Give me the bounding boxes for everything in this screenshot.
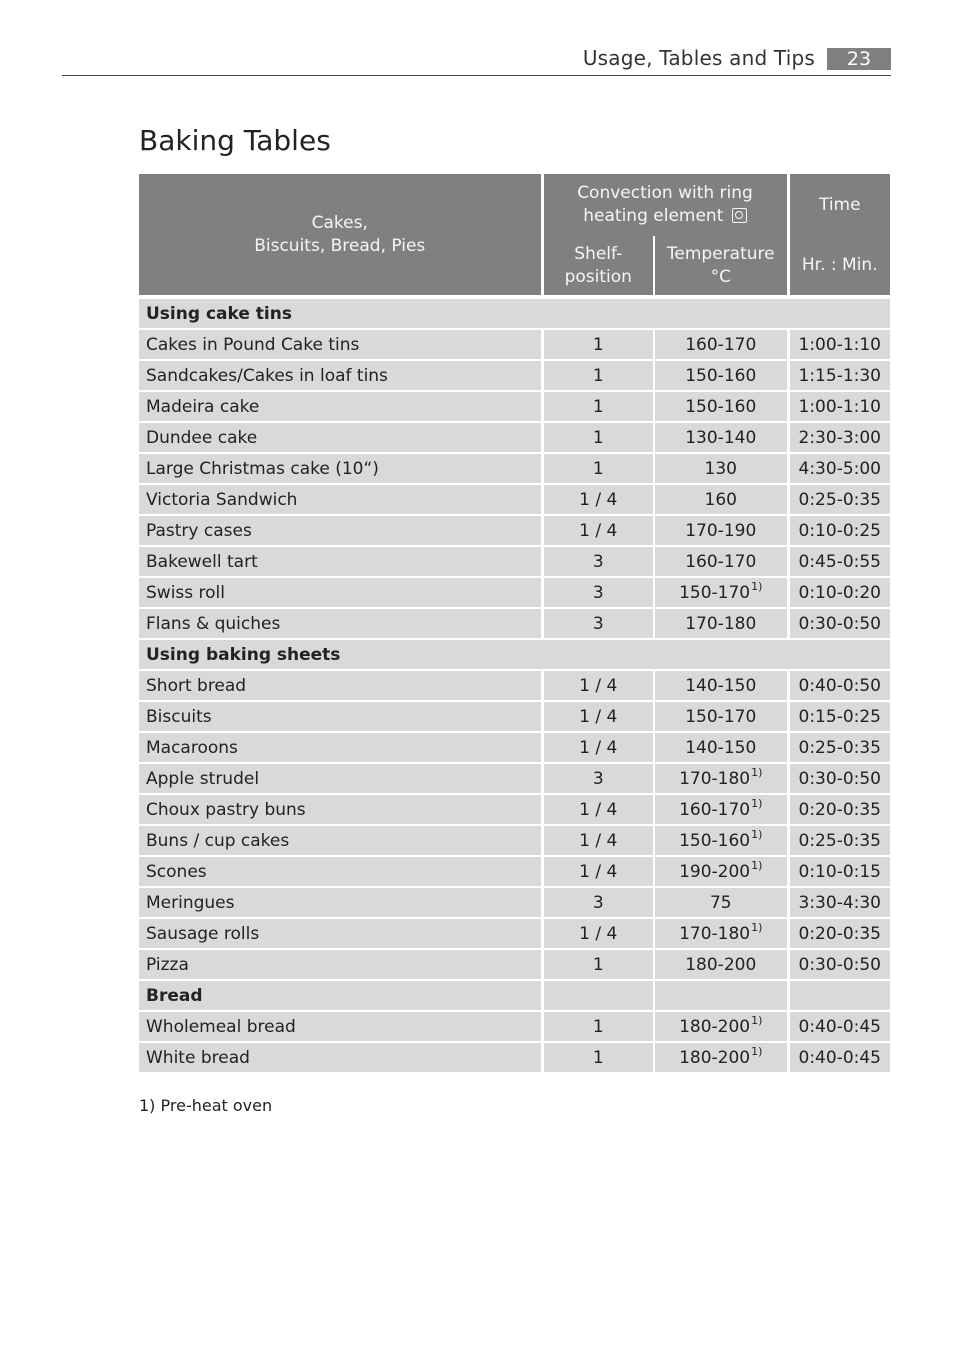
temperature-cell [654,763,788,794]
table-row [139,918,890,949]
header-shelf-line1: Shelf- [574,243,623,264]
temperature-value: 150-160 [679,830,751,851]
temperature-value: 130-140 [685,427,757,448]
temperature-value: 160-170 [679,799,751,820]
time-value: 0:25-0:35 [788,732,890,763]
temperature-value: 170-180 [685,613,757,634]
footnote-marker: 1) [751,1044,763,1058]
temperature-cell [654,918,788,949]
table-row [139,825,890,856]
temperature-cell [654,608,788,639]
footnote-marker: 1) [751,920,763,934]
table-row [139,763,890,794]
baking-table [139,174,890,1074]
shelf-position: 1 / 4 [542,825,654,856]
shelf-position: 3 [542,577,654,608]
temperature-value: 170-180 [679,768,751,789]
header-temperature [654,236,788,297]
item-name: Macaroons [139,732,542,763]
section-row [139,297,890,329]
temperature-cell [654,1042,788,1073]
item-name: Meringues [139,887,542,918]
shelf-position: 1 [542,360,654,391]
temperature-cell [654,856,788,887]
temperature-value: 160-170 [685,551,757,572]
section-title: Using baking sheets [139,639,890,670]
temperature-value: 75 [709,892,732,913]
section-row [139,639,890,670]
temperature-cell [654,422,788,453]
section-row [139,980,890,1011]
section-title: Usage, Tables and Tips [582,46,815,70]
item-name: Swiss roll [139,577,542,608]
shelf-position: 1 [542,949,654,980]
temperature-cell [654,825,788,856]
shelf-position: 1 / 4 [542,856,654,887]
shelf-position: 3 [542,763,654,794]
page-header [62,44,891,76]
temperature-cell [654,391,788,422]
time-value: 1:00-1:10 [788,391,890,422]
time-value: 0:20-0:35 [788,918,890,949]
time-value: 1:00-1:10 [788,329,890,360]
header-time-unit [788,236,890,297]
item-name: Sausage rolls [139,918,542,949]
item-name: Pastry cases [139,515,542,546]
shelf-position: 3 [542,608,654,639]
temperature-cell [654,949,788,980]
temperature-value: 180-200 [679,1016,751,1037]
item-name: Cakes in Pound Cake tins [139,329,542,360]
time-value: 0:25-0:35 [788,825,890,856]
temperature-value: 170-180 [679,923,751,944]
shelf-position: 1 / 4 [542,484,654,515]
section-title: Bread [139,980,542,1011]
temperature-cell [654,360,788,391]
shelf-position: 3 [542,546,654,577]
time-value: 0:20-0:35 [788,794,890,825]
temperature-cell [654,670,788,701]
page-title: Baking Tables [139,124,331,157]
shelf-position: 3 [542,887,654,918]
temperature-value: 150-170 [679,582,751,603]
temperature-cell [654,453,788,484]
time-value: 0:30-0:50 [788,608,890,639]
item-name: Wholemeal bread [139,1011,542,1042]
shelf-position: 1 [542,1011,654,1042]
header-time [788,174,890,236]
item-name: Biscuits [139,701,542,732]
footnote-marker: 1) [751,579,763,593]
time-value: 2:30-3:00 [788,422,890,453]
temperature-value: 160 [704,489,737,510]
temperature-cell [654,577,788,608]
item-name: Pizza [139,949,542,980]
table-row [139,484,890,515]
time-value: 0:40-0:50 [788,670,890,701]
header-temperature-line1: Temperature [666,243,775,264]
table-body [139,297,890,1073]
temperature-value: 190-200 [679,861,751,882]
shelf-position: 1 / 4 [542,918,654,949]
shelf-position: 1 [542,422,654,453]
header-item-line1: Cakes, [311,212,368,233]
shelf-position: 1 / 4 [542,794,654,825]
table-row [139,515,890,546]
section-empty-cell [654,980,788,1011]
item-name: Choux pastry buns [139,794,542,825]
page-number: 23 [827,48,891,70]
header-time-unit-label: Hr. : Min. [801,255,878,275]
temperature-value: 140-150 [685,737,757,758]
header-shelf [542,236,654,297]
temperature-cell [654,546,788,577]
temperature-cell [654,701,788,732]
shelf-position: 1 / 4 [542,701,654,732]
footnote-marker: 1) [751,827,763,841]
time-value: 1:15-1:30 [788,360,890,391]
table-row [139,453,890,484]
header-item-line2: Biscuits, Bread, Pies [254,235,426,256]
footnote-marker: 1) [751,765,763,779]
time-value: 0:45-0:55 [788,546,890,577]
shelf-position: 1 / 4 [542,515,654,546]
table-row [139,949,890,980]
time-value: 0:15-0:25 [788,701,890,732]
temperature-cell [654,794,788,825]
shelf-position: 1 [542,453,654,484]
table-row [139,732,890,763]
time-value: 0:10-0:20 [788,577,890,608]
table-row [139,577,890,608]
item-name: Dundee cake [139,422,542,453]
table-row [139,887,890,918]
table-row [139,360,890,391]
item-name: Buns / cup cakes [139,825,542,856]
section-empty-cell [542,980,654,1011]
temperature-value: 150-170 [685,706,757,727]
item-name: Sandcakes/Cakes in loaf tins [139,360,542,391]
item-name: Victoria Sandwich [139,484,542,515]
section-empty-cell [788,980,890,1011]
table-header [139,174,890,297]
item-name: Scones [139,856,542,887]
item-name: Madeira cake [139,391,542,422]
shelf-position: 1 [542,391,654,422]
item-name: Apple strudel [139,763,542,794]
temperature-value: 140-150 [685,675,757,696]
shelf-position: 1 [542,329,654,360]
fan-ring-heating-icon [732,208,747,223]
temperature-cell [654,484,788,515]
item-name: Short bread [139,670,542,701]
time-value: 0:25-0:35 [788,484,890,515]
time-value: 0:40-0:45 [788,1042,890,1073]
footnote: 1) Pre-heat oven [139,1096,273,1115]
section-title: Using cake tins [139,297,890,329]
table-row [139,701,890,732]
time-value: 0:30-0:50 [788,763,890,794]
footnote-marker: 1) [751,796,763,810]
temperature-value: 150-160 [685,365,757,386]
header-item-column [139,174,542,297]
header-time-label: Time [818,194,861,215]
table-row [139,856,890,887]
temperature-value: 150-160 [685,396,757,417]
header-convection-group [542,174,788,236]
temperature-value: 180-200 [679,1047,751,1068]
shelf-position: 1 / 4 [542,670,654,701]
header-temperature-unit: °C [710,266,731,287]
footnote-marker: 1) [751,1013,763,1027]
item-name: Flans & quiches [139,608,542,639]
temperature-value: 160-170 [685,334,757,355]
temperature-cell [654,1011,788,1042]
table-row [139,608,890,639]
time-value: 0:30-0:50 [788,949,890,980]
temperature-value: 180-200 [685,954,757,975]
table-row [139,670,890,701]
table-row [139,546,890,577]
time-value: 0:10-0:25 [788,515,890,546]
temperature-cell [654,515,788,546]
item-name: White bread [139,1042,542,1073]
footnote-marker: 1) [751,858,763,872]
time-value: 0:40-0:45 [788,1011,890,1042]
time-value: 3:30-4:30 [788,887,890,918]
table-row [139,329,890,360]
item-name: Large Christmas cake (10“) [139,453,542,484]
temperature-value: 130 [704,458,737,479]
table-row [139,422,890,453]
temperature-cell [654,732,788,763]
table-row [139,1042,890,1073]
item-name: Bakewell tart [139,546,542,577]
time-value: 4:30-5:00 [788,453,890,484]
header-shelf-line2: position [564,266,632,287]
shelf-position: 1 [542,1042,654,1073]
temperature-cell [654,329,788,360]
temperature-value: 170-190 [685,520,757,541]
temperature-cell [654,887,788,918]
table-row [139,794,890,825]
table-row [139,1011,890,1042]
shelf-position: 1 / 4 [542,732,654,763]
header-convection-label: Convection with ring heating element [577,183,753,226]
time-value: 0:10-0:15 [788,856,890,887]
table-row [139,391,890,422]
